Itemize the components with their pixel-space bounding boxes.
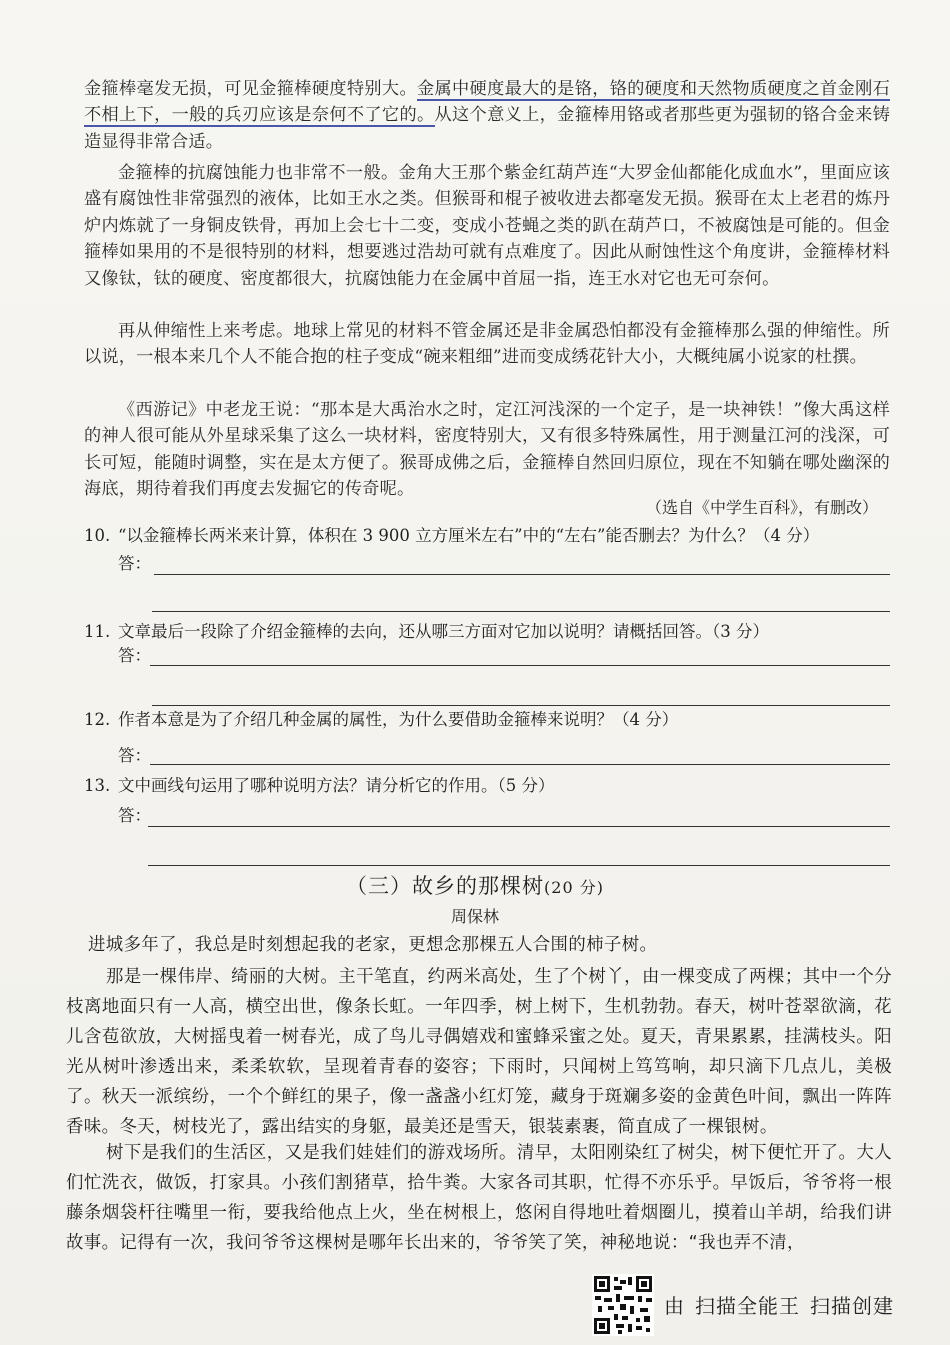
answer-label: 答： [118, 806, 151, 825]
question-13 [84, 774, 890, 798]
author-name: 周保林 [450, 907, 499, 926]
question-number: 13. [84, 776, 111, 795]
answer-label: 答： [118, 554, 151, 573]
answer-line[interactable] [150, 665, 890, 666]
passage-paragraph-2: 金箍棒的抗腐蚀能力也非常不一般。金角大王那个紫金红葫芦连“大罗金仙都能化成血水”，里面应该盛有腐蚀性非常强烈的液体，比如王水之类。但猴哥和棍子被收进去都毫发无损。猴哥在太上老君的炼丹炉内炼就了一身铜皮铁骨，再加上会七十二变，变成小苍蝇之类的趴在葫芦口，不被腐蚀是可能的。但金箍棒如果用的不是很特别的材料，想要逃过浩劫可就有点难度了。因此从耐蚀性这个角度讲，金箍棒材料又像钛，钛的硬度、密度都很大，抗腐蚀能力在金属中首屈一指，连王水对它也无可奈何。 [84, 163, 890, 289]
passage-text: 从这个意义上，金箍棒用铬或者那些更为强韧的铬合金来铸造显得非常合适。 [84, 105, 890, 152]
story-paragraph: 进城多年了，我总是时刻想起我的老家，更想念那棵五人合围的柿子树。 [88, 935, 658, 955]
story-paragraph: 那是一棵伟岸、绮丽的大树。主干笔直，约两米高处，生了个树丫，由一棵变成了两棵；其中一个分枝离地面只有一人高，横空出世，像条长虹。一年四季，树上树下，生机勃勃。春天，树叶苍翠欲滴，花儿含苞欲放，大树摇曳着一树春光，成了鸟儿寻偶嬉戏和蜜蜂采蜜之处。夏天，青果累累，挂满枝头。阳光从树叶渗透出来，柔柔软软，呈现着青春的姿容；下雨时，只闻树上笃笃响，却只滴下几点儿，美极了。秋天一派缤纷，一个个鲜红的果子，像一盏盏小红灯笼，藏身于斑斓多姿的金黄色叶间，飘出一阵阵香味。冬天，树枝光了，露出结实的身躯，最美还是雪天，银装素裹，简直成了一棵银树。 [66, 967, 892, 1137]
underlined-sentence: 金属中硬度最大的是铬，铬的硬度和天然物质硬度之首金刚石不相上下，一般的兵刃应该是奈何不了它的。 [84, 79, 890, 126]
question-text: 文章最后一段除了介绍金箍棒的去向，还从哪三方面对它加以说明？请概括回答。（3 分） [118, 622, 769, 641]
watermark-app-name: 扫描全能王 [695, 1294, 800, 1318]
question-text: “以金箍棒长两米来计算，体积在 3 900 立方厘米左右”中的“左右”能否删去？为什么？（4 分） [118, 526, 820, 545]
question-text: 文中画线句运用了哪种说明方法？请分析它的作用。（5 分） [118, 776, 555, 795]
question-text: 作者本意是为了介绍几种金属的属性，为什么要借助金箍棒来说明？（4 分） [118, 710, 679, 729]
question-10 [84, 524, 890, 548]
answer-line[interactable] [152, 611, 890, 612]
answer-line[interactable] [148, 865, 890, 866]
answer-line[interactable] [154, 574, 890, 575]
story-paragraph: 树下是我们的生活区，又是我们娃娃们的游戏场所。清早，太阳刚染红了树尖，树下便忙开了。大人们忙洗衣，做饭，打家具。小孩们割猪草，拾牛粪。大家各司其职，忙得不亦乐乎。早饭后，爷爷将一根藤条烟袋杆往嘴里一衔，要我给他点上火，坐在树根上，悠闲自得地吐着烟圈儿，摸着山羊胡，给我们讲故事。记得有一次，我问爷爷这棵树是哪年长出来的，爷爷笑了笑，神秘地说：“我也弄不清， [66, 1143, 892, 1253]
answer-label: 答： [118, 746, 151, 765]
question-12 [84, 708, 890, 732]
watermark-prefix: 由 [664, 1294, 685, 1318]
passage-paragraph-1 [84, 76, 890, 155]
question-number: 12. [84, 710, 111, 729]
source-citation: （选自《中学生百科》，有删改） [645, 498, 878, 517]
answer-line[interactable] [150, 764, 890, 765]
watermark-suffix: 扫描创建 [810, 1294, 894, 1318]
question-number: 10. [84, 526, 111, 545]
answer-line[interactable] [148, 826, 890, 827]
passage-paragraph-3: 再从伸缩性上来考虑。地球上常见的材料不管金属还是非金属恐怕都没有金箍棒那么强的伸缩性。所以说，一根本来几个人不能合抱的柱子变成“碗来粗细”进而变成绣花针大小，大概纯属小说家的杜撰。 [84, 321, 890, 368]
section-heading: （三）故乡的那棵树 [346, 874, 545, 898]
passage-paragraph-4: 《西游记》中老龙王说：“那本是大禹治水之时，定江河浅深的一个定子，是一块神铁！”像大禹这样的神人很可能从外星球采集了这么一块材料，密度特别大，又有很多特殊属性，用于测量江河的浅深，可长可短，能随时调整，实在是太方便了。猴哥成佛之后，金箍棒自然回归原位，现在不知躺在哪处幽深的海底，期待着我们再度去发掘它的传奇呢。 [84, 400, 890, 500]
passage-text: 金箍棒毫发无损，可见金箍棒硬度特别大。 [84, 79, 417, 99]
question-11 [84, 620, 890, 644]
answer-label: 答： [118, 646, 151, 665]
section-points: (20 分) [544, 878, 604, 897]
scanner-watermark [664, 1290, 904, 1319]
qr-code-icon [592, 1274, 654, 1336]
section-title [0, 870, 950, 900]
answer-line[interactable] [152, 705, 890, 706]
question-number: 11. [84, 622, 111, 641]
